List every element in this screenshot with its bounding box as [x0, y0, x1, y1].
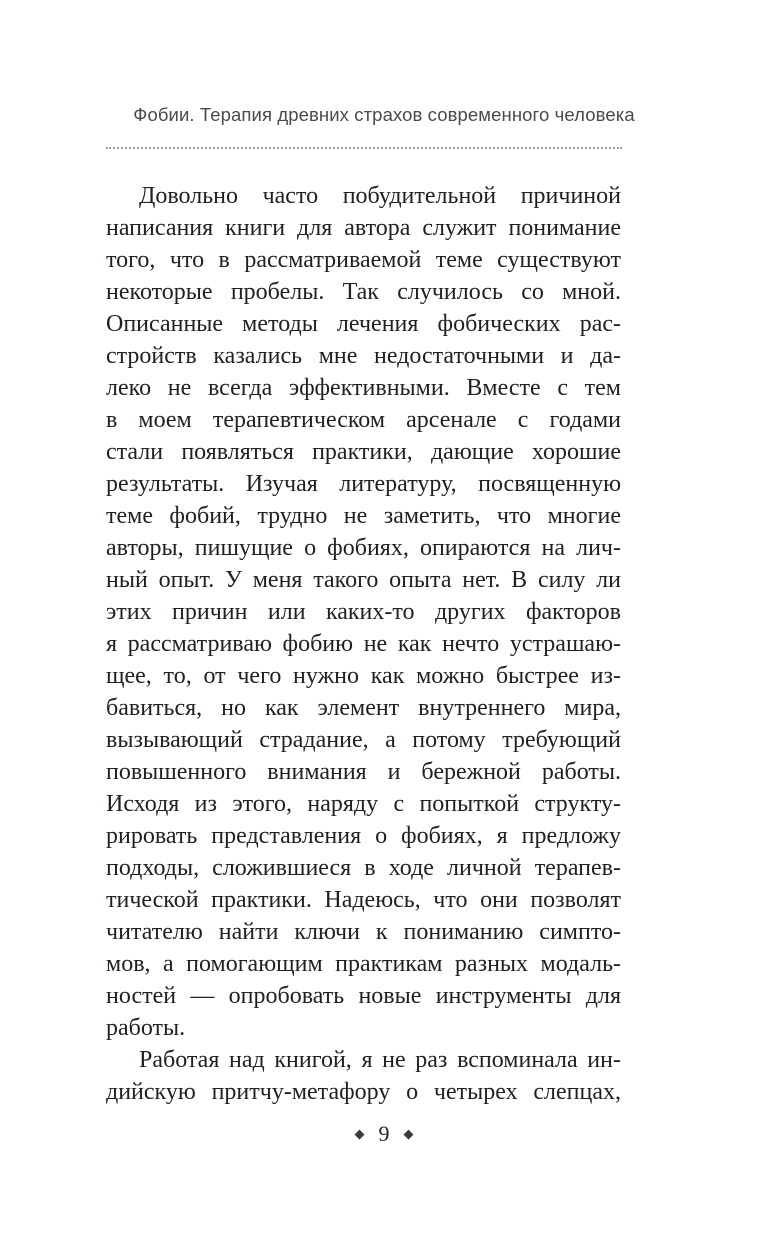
- text-line: мов, а помогающим практикам разных модаль-: [106, 951, 621, 977]
- text-line: рировать представления о фобиях, я предложу: [106, 823, 621, 849]
- text-line: повышенного внимания и бережной работы.: [106, 759, 621, 785]
- text-line: авторы, пишущие о фобиях, опираются на лич-: [106, 535, 621, 561]
- text-line: этих причин или каких-то других факторов: [106, 599, 621, 625]
- text-line: вызывающий страдание, а потому требующий: [106, 727, 621, 753]
- page-number: 9: [378, 1121, 390, 1146]
- text-line: дийскую притчу-метафору о четырех слепцах,: [106, 1079, 621, 1105]
- text-line: теме фобий, трудно не заметить, что многие: [106, 503, 621, 529]
- text-line: ностей — опробовать новые инструменты для: [106, 983, 621, 1009]
- text-line: работы.: [106, 1015, 186, 1041]
- text-line: Работая над книгой, я не раз вспоминала ин-: [139, 1047, 621, 1073]
- text-line: Описанные методы лечения фобических рас-: [106, 311, 621, 337]
- diamond-ornament-icon: ◆: [403, 1125, 414, 1141]
- text-line: бавиться, но как элемент внутреннего мира,: [106, 695, 621, 721]
- text-line: я рассматриваю фобию не как нечто устрашаю-: [106, 631, 621, 657]
- text-line: Довольно часто побудительной причиной: [139, 183, 621, 209]
- header-dotted-rule: [106, 147, 622, 149]
- text-line: ный опыт. У меня такого опыта нет. В силу ли: [106, 567, 621, 593]
- text-line: того, что в рассматриваемой теме существуют: [106, 247, 621, 273]
- text-line: стройств казались мне недостаточными и да-: [106, 343, 621, 369]
- body-text: [106, 180, 621, 1108]
- text-line: читателю найти ключи к пониманию симпто-: [106, 919, 621, 945]
- text-line: подходы, сложившиеся в ходе личной терапев-: [106, 855, 621, 881]
- text-line: тической практики. Надеюсь, что они позволят: [106, 887, 621, 913]
- diamond-ornament-icon: ◆: [354, 1125, 365, 1141]
- text-line: некоторые пробелы. Так случилось со мной.: [106, 279, 621, 305]
- text-line: леко не всегда эффективными. Вместе с тем: [106, 375, 621, 401]
- text-line: результаты. Изучая литературу, посвященную: [106, 471, 621, 497]
- text-line: щее, то, от чего нужно как можно быстрее из-: [106, 663, 621, 689]
- running-title: Фобии. Терапия древних страхов современного человека: [133, 104, 635, 125]
- page-folio: [0, 1121, 768, 1147]
- text-line: написания книги для автора служит понимание: [106, 215, 621, 241]
- text-line: Исходя из этого, наряду с попыткой структу-: [106, 791, 621, 817]
- text-line: стали появляться практики, дающие хорошие: [106, 439, 621, 465]
- text-line: в моем терапевтическом арсенале с годами: [106, 407, 621, 433]
